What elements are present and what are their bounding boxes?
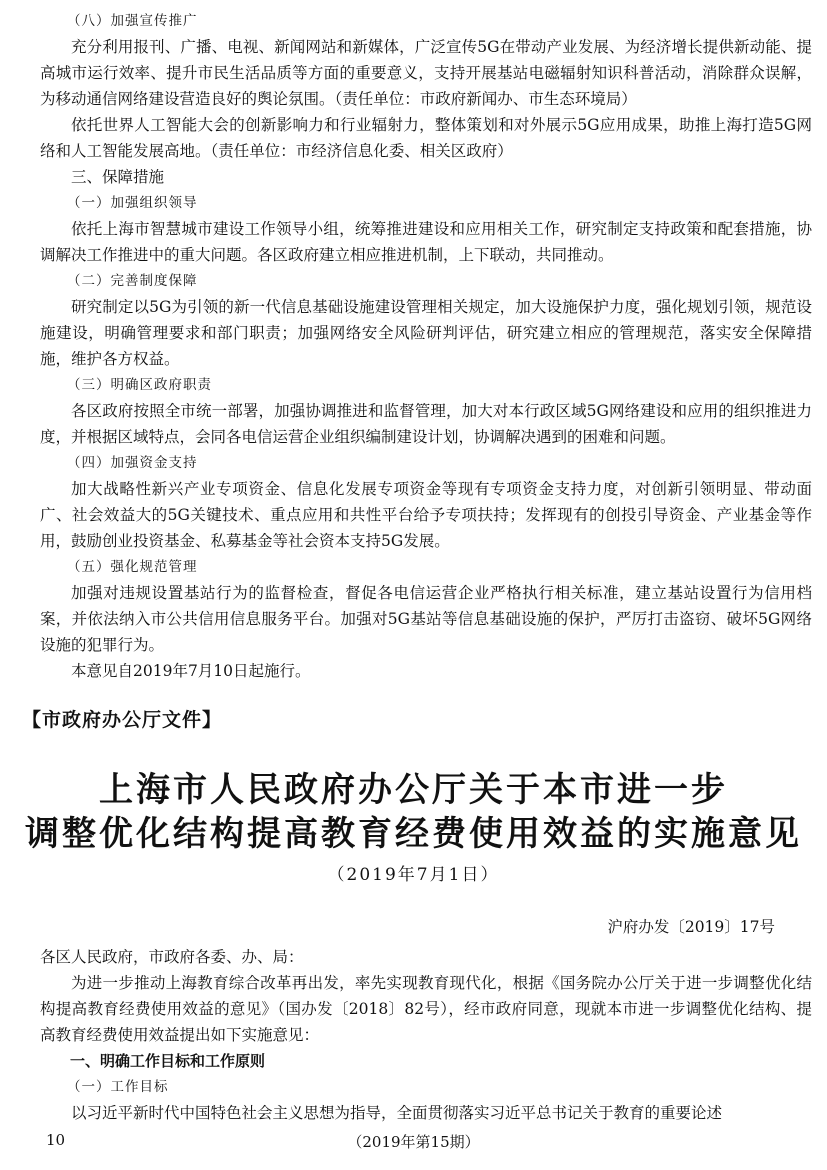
document-number: 沪府办发〔2019〕17号 — [607, 918, 775, 936]
section-1-title: 一、明确工作目标和工作原则 — [70, 1052, 266, 1070]
intro-paragraph: 为进一步推动上海教育综合改革再出发，率先实现教育现代化，根据《国务院办公厅关于进一步调整优化结构提高教育经费使用效益的意见》（国办发〔2018〕82号），经市政府同意，现就本市进一步调整优化结构、提高教育经费使用效益提出如下实施意见： — [40, 974, 812, 1044]
measure-5-paragraph: 加强对违规设置基站行为的监督检查，督促各电信运营企业严格执行相关标准，建立基站设置行为信用档案，并依法纳入市公共信用信息服务平台。加强对5G基站等信息基础设施的保护，严厉打击盗窃、破坏5G网络设施的犯罪行为。 — [40, 584, 812, 654]
measure-4-paragraph: 加大战略性新兴产业专项资金、信息化发展专项资金等现有专项资金支持力度，对创新引领明显、带动面广、社会效益大的5G关键技术、重点应用和共性平台给予专项扶持；发挥现有的创投引导资金、产业基金等作用，鼓励创业投资基金、私募基金等社会资本支持5G发展。 — [40, 480, 812, 550]
measure-5-title: （五）强化规范管理 — [67, 559, 198, 575]
addressee: 各区人民政府，市政府各委、办、局： — [40, 948, 304, 966]
document-category-tag: 【市政府办公厅文件】 — [22, 709, 223, 731]
document-title-line-2: 调整优化结构提高教育经费使用效益的实施意见 — [25, 814, 802, 854]
issue-number: （2019年第15期） — [347, 1133, 480, 1151]
section-8-paragraph-1: 充分利用报刊、广播、电视、新闻网站和新媒体，广泛宣传5G在带动产业发展、为经济增长提供新动能、提高城市运行效率、提升市民生活品质等方面的重要意义，支持开展基站电磁辐射知识科普活动，消除群众误解，为移动通信网络建设营造良好的舆论氛围。（责任单位：市政府新闻办、市生态环境局） — [40, 38, 812, 108]
measure-3-paragraph: 各区政府按照全市统一部署，加强协调推进和监督管理，加大对本行政区域5G网络建设和应用的组织推进力度，并根据区域特点，会同各电信运营企业组织编制建设计划，协调解决遇到的困难和问题。 — [40, 402, 812, 446]
measure-2-paragraph: 研究制定以5G为引领的新一代信息基础设施建设管理相关规定，加大设施保护力度，强化规划引领，规范设施建设，明确管理要求和部门职责；加强网络安全风险研判评估，研究建立相应的管理规范，落实安全保障措施，维护各方权益。 — [40, 298, 812, 368]
measure-1-title: （一）加强组织领导 — [67, 195, 198, 211]
section-8-title: （八）加强宣传推广 — [67, 13, 198, 29]
measure-4-title: （四）加强资金支持 — [67, 455, 198, 471]
measure-3-title: （三）明确区政府职责 — [67, 377, 212, 393]
section-3-title: 三、保障措施 — [71, 168, 165, 186]
measure-1-paragraph: 依托上海市智慧城市建设工作领导小组，统筹推进建设和应用相关工作，研究制定支持政策和配套措施，协调解决工作推进中的重大问题。各区政府建立相应推进机制，上下联动，共同推动。 — [40, 220, 812, 264]
measure-2-title: （二）完善制度保障 — [67, 273, 198, 289]
page-number: 10 — [46, 1131, 66, 1149]
goal-paragraph: 以习近平新时代中国特色社会主义思想为指导，全面贯彻落实习近平总书记关于教育的重要论述 — [71, 1104, 723, 1122]
goal-title: （一）工作目标 — [67, 1079, 169, 1095]
document-title-line-1: 上海市人民政府办公厅关于本市进一步 — [99, 770, 728, 810]
document-date: （2019年7月1日） — [327, 865, 500, 885]
effective-date-paragraph: 本意见自2019年7月10日起施行。 — [71, 662, 311, 680]
section-8-paragraph-2: 依托世界人工智能大会的创新影响力和行业辐射力，整体策划和对外展示5G应用成果，助推上海打造5G网络和人工智能发展高地。（责任单位：市经济信息化委、相关区政府） — [40, 116, 812, 160]
